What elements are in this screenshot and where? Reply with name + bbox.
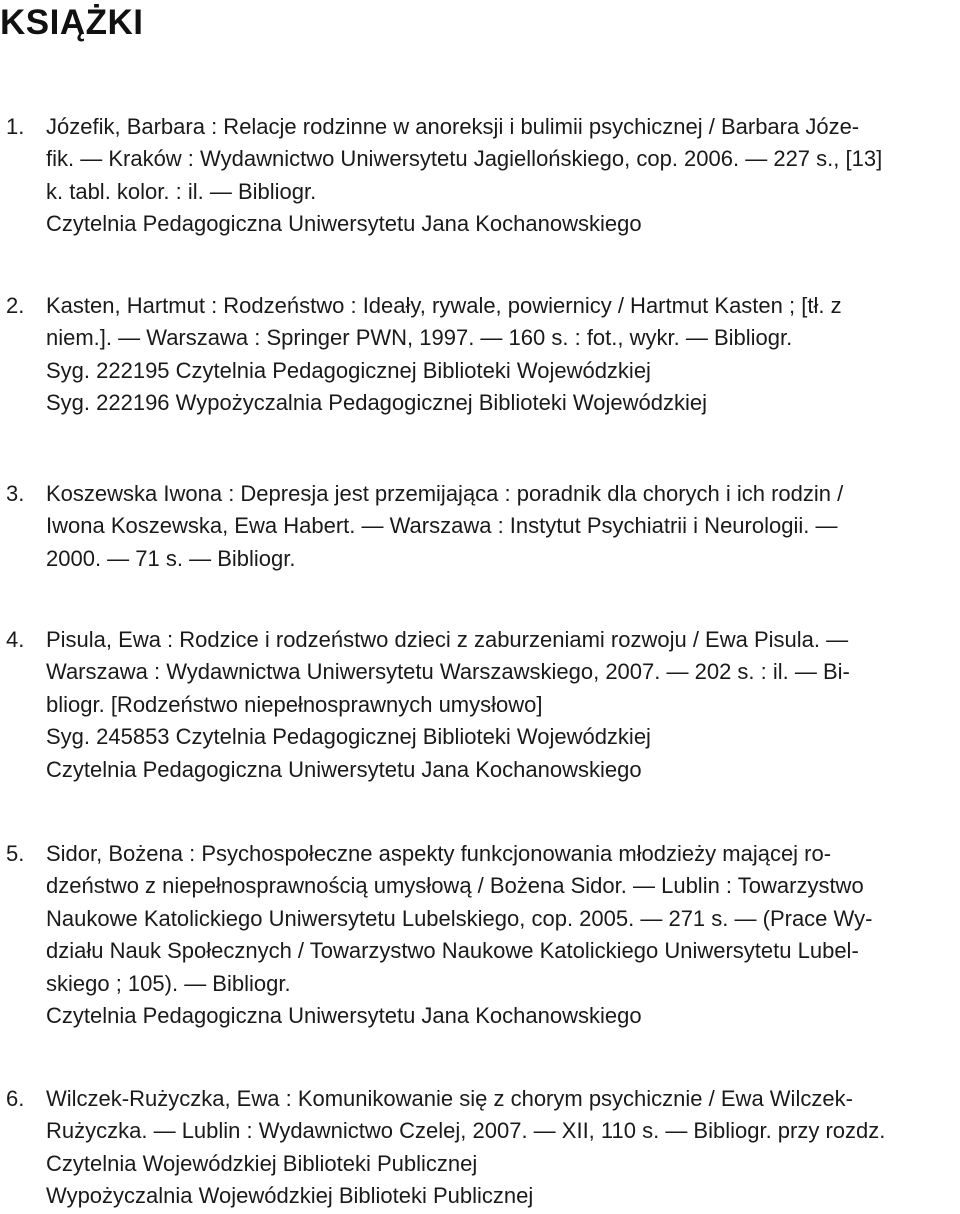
entry-line bbox=[0, 290, 960, 322]
entry-text: dzeństwo z niepełnosprawnością umysłową / Bożena Sidor. — Lublin : Towarzystwo bbox=[46, 873, 864, 899]
book-entry bbox=[0, 624, 960, 786]
entry-line bbox=[0, 870, 960, 902]
book-entry bbox=[0, 111, 960, 241]
entry-text: 2000. — 71 s. — Bibliogr. bbox=[46, 545, 296, 571]
entry-text: skiego ; 105). — Bibliogr. bbox=[46, 970, 291, 996]
entry-line bbox=[0, 143, 960, 175]
entry-text: działu Nauk Społecznych / Towarzystwo Naukowe Katolickiego Uniwersytetu Lubel- bbox=[46, 938, 859, 964]
book-entry bbox=[0, 478, 960, 575]
entry-line bbox=[0, 903, 960, 935]
entry-line bbox=[0, 1180, 960, 1212]
entry-text: Pisula, Ewa : Rodzice i rodzeństwo dzieci z zaburzeniami rozwoju / Ewa Pisula. — bbox=[46, 627, 849, 652]
entry-number: 4. bbox=[6, 627, 25, 652]
entry-line bbox=[0, 510, 960, 542]
entry-line bbox=[0, 1083, 960, 1115]
entry-line bbox=[0, 1148, 960, 1180]
location-text: Syg. 245853 Czytelnia Pedagogicznej Biblioteki Wojewódzkiej bbox=[46, 724, 651, 750]
entry-line bbox=[0, 656, 960, 688]
entry-line bbox=[0, 624, 960, 656]
location-text: Czytelnia Pedagogiczna Uniwersytetu Jana Kochanowskiego bbox=[46, 756, 642, 782]
location-text: Syg. 222196 Wypożyczalnia Pedagogicznej Biblioteki Wojewódzkiej bbox=[46, 390, 707, 416]
location-text: Czytelnia Pedagogiczna Uniwersytetu Jana Kochanowskiego bbox=[46, 211, 642, 237]
entry-text: Iwona Koszewska, Ewa Habert. — Warszawa : Instytut Psychiatrii i Neurologii. — bbox=[46, 513, 838, 539]
entry-line bbox=[0, 1115, 960, 1147]
entry-line bbox=[0, 838, 960, 870]
location-text: Wypożyczalnia Wojewódzkiej Biblioteki Publicznej bbox=[46, 1183, 534, 1209]
entry-text: Józefik, Barbara : Relacje rodzinne w anoreksji i bulimii psychicznej / Barbara Józe- bbox=[46, 114, 860, 139]
entry-number: 6. bbox=[6, 1086, 25, 1111]
entry-text: Naukowe Katolickiego Uniwersytetu Lubelskiego, cop. 2005. — 271 s. — (Prace Wy- bbox=[46, 905, 873, 931]
entry-line bbox=[0, 478, 960, 510]
entry-line bbox=[0, 968, 960, 1000]
entry-line bbox=[0, 387, 960, 419]
page-title: KSIĄŻKI bbox=[0, 3, 144, 42]
book-entry bbox=[0, 838, 960, 1032]
book-entry bbox=[0, 1083, 960, 1213]
entry-line bbox=[0, 1000, 960, 1032]
entry-line bbox=[0, 543, 960, 575]
entry-line bbox=[0, 208, 960, 240]
entry-text: Wilczek-Rużyczka, Ewa : Komunikowanie się z chorym psychicznie / Ewa Wilczek- bbox=[46, 1086, 853, 1111]
entry-line bbox=[0, 721, 960, 753]
entry-text: Koszewska Iwona : Depresja jest przemijająca : poradnik dla chorych i ich rodzin / bbox=[46, 481, 844, 506]
entry-number: 3. bbox=[6, 481, 25, 506]
entry-text: Rużyczka. — Lublin : Wydawnictwo Czelej, 2007. — XII, 110 s. — Bibliogr. przy rozdz. bbox=[46, 1118, 886, 1144]
entry-line bbox=[0, 935, 960, 967]
entry-text: Sidor, Bożena : Psychospołeczne aspekty funkcjonowania młodzieży mającej ro- bbox=[46, 841, 832, 866]
entry-line bbox=[0, 176, 960, 208]
entry-line bbox=[0, 322, 960, 354]
entry-number: 2. bbox=[6, 293, 25, 318]
entry-text: k. tabl. kolor. : il. — Bibliogr. bbox=[46, 178, 317, 204]
book-entry bbox=[0, 290, 960, 420]
location-text: Czytelnia Pedagogiczna Uniwersytetu Jana Kochanowskiego bbox=[46, 1002, 642, 1028]
location-text: Syg. 222195 Czytelnia Pedagogicznej Biblioteki Wojewódzkiej bbox=[46, 357, 651, 383]
entry-number: 5. bbox=[6, 841, 25, 866]
entry-text: bliogr. [Rodzeństwo niepełnosprawnych umysłowo] bbox=[46, 691, 543, 717]
entry-text: fik. — Kraków : Wydawnictwo Uniwersytetu Jagiellońskiego, cop. 2006. — 227 s., [13] bbox=[46, 146, 883, 172]
entry-text: Warszawa : Wydawnictwa Uniwersytetu Warszawskiego, 2007. — 202 s. : il. — Bi- bbox=[46, 659, 850, 685]
entry-line bbox=[0, 754, 960, 786]
entry-number: 1. bbox=[6, 114, 25, 139]
entry-text: niem.]. — Warszawa : Springer PWN, 1997. — 160 s. : fot., wykr. — Bibliogr. bbox=[46, 325, 793, 351]
location-text: Czytelnia Wojewódzkiej Biblioteki Publicznej bbox=[46, 1150, 478, 1176]
entry-line bbox=[0, 355, 960, 387]
entry-line bbox=[0, 689, 960, 721]
entry-text: Kasten, Hartmut : Rodzeństwo : Ideały, rywale, powiernicy / Hartmut Kasten ; [tł. z bbox=[46, 293, 842, 318]
entry-line bbox=[0, 111, 960, 143]
